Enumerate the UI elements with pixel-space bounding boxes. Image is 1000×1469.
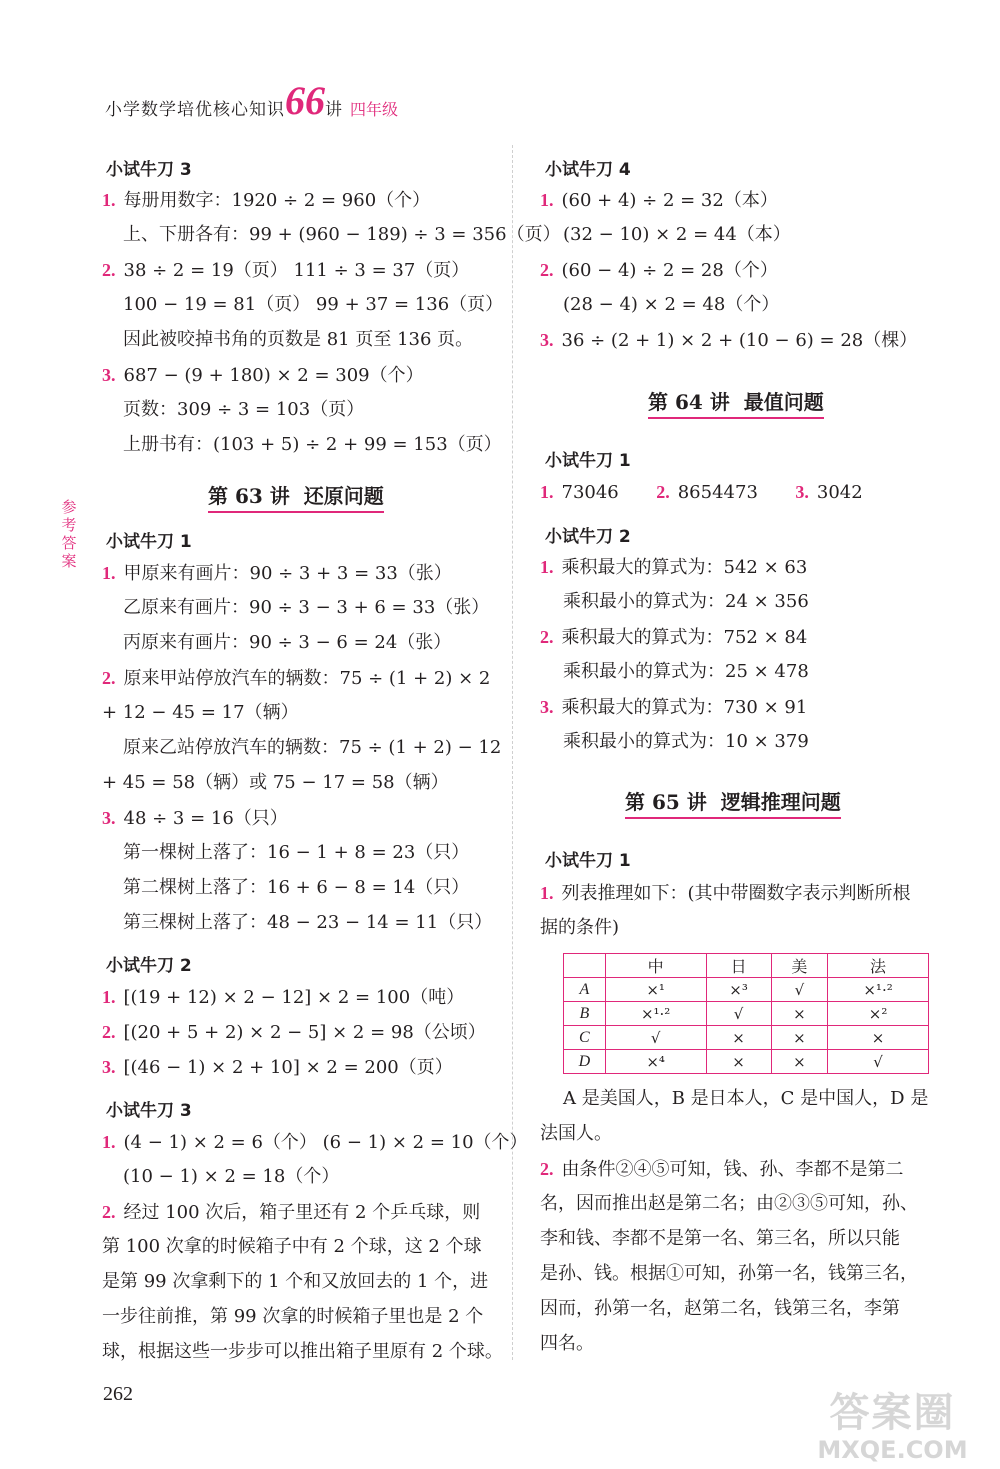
answer-line <box>123 631 451 655</box>
item-number: 2. <box>102 1202 116 1222</box>
item-number: 3. <box>102 365 116 385</box>
answer-text: + 45 = 58（辆）或 75 − 17 = 58（辆） <box>102 772 449 793</box>
answer-line <box>102 1055 453 1080</box>
answer-line <box>102 985 464 1010</box>
answer-line <box>123 596 489 620</box>
table-cell: × <box>706 1050 771 1074</box>
answer-text: (32 − 10) × 2 = 44（本） <box>563 224 791 245</box>
answer-text: 原来甲站停放汽车的辆数：75 ÷ (1 + 2) × 2 <box>123 668 491 689</box>
section-title: 小试牛刀 2 <box>545 527 631 547</box>
row-label: B <box>564 1002 606 1026</box>
answer-line <box>540 1122 612 1146</box>
answer-line <box>102 806 288 831</box>
answer-line <box>102 701 299 725</box>
item-number: 1. <box>540 482 554 502</box>
section-title: 小试牛刀 3 <box>106 160 192 180</box>
item-number: 1. <box>540 557 554 577</box>
answer-text: 据的条件) <box>540 917 620 938</box>
answer-line <box>563 660 809 684</box>
book-header <box>105 78 399 123</box>
table-row <box>564 978 929 1002</box>
item-number: 1. <box>102 1132 116 1152</box>
item-number: 3. <box>102 1057 116 1077</box>
item-number: 3. <box>795 482 809 502</box>
answer-line <box>563 1087 928 1111</box>
section-title: 小试牛刀 4 <box>545 160 631 180</box>
table-cell: × <box>828 1026 929 1050</box>
answer-text: 经过 100 次后，箱子里还有 2 个乒乓球，则 <box>123 1202 481 1223</box>
answer-line <box>123 876 469 900</box>
row-label: C <box>564 1026 606 1050</box>
lecture-number: 第 64 讲 <box>648 390 730 414</box>
answer-line <box>563 223 791 247</box>
lecture-64-heading <box>648 386 824 419</box>
answer-text: 乘积最大的算式为：542 × 63 <box>561 557 808 578</box>
answer-line <box>102 771 449 795</box>
answer-text: 48 ÷ 3 = 16（只） <box>123 808 288 829</box>
lecture-number: 第 63 讲 <box>208 484 290 508</box>
table-cell: ×¹·² <box>605 1002 706 1026</box>
answer-text: 乘积最小的算式为：10 × 379 <box>563 731 809 752</box>
answer-text: 李和钱、李都不是第一名、第三名，所以只能 <box>540 1228 900 1249</box>
answer-line <box>123 736 501 760</box>
answer-text: 由条件②④⑤可知，钱、孙、李都不是第二 <box>561 1159 904 1180</box>
answer-line <box>102 258 469 283</box>
item-number: 1. <box>102 190 116 210</box>
item-number: 2. <box>540 260 554 280</box>
answer-line <box>123 223 561 247</box>
section-title: 小试牛刀 1 <box>545 851 631 871</box>
answer-line <box>123 1165 339 1189</box>
answer-text: 法国人。 <box>540 1123 612 1144</box>
table-cell: ×² <box>828 1002 929 1026</box>
answer-text: 是孙、钱。根据①可知，孙第一名，钱第三名， <box>540 1263 918 1284</box>
answer-line <box>102 666 490 691</box>
answer-value: 73046 <box>561 482 619 503</box>
answer-text: 乘积最小的算式为：25 × 478 <box>563 661 809 682</box>
answer-text: [(46 − 1) × 2 + 10] × 2 = 200（页） <box>123 1057 453 1078</box>
answer-text: 乘积最大的算式为：752 × 84 <box>561 627 808 648</box>
answer-line <box>563 730 809 754</box>
answer-text: 丙原来有画片：90 ÷ 3 − 6 = 24（张） <box>123 632 452 653</box>
section-title: 小试牛刀 1 <box>106 532 192 552</box>
answer-line <box>563 293 779 317</box>
item-number: 2. <box>102 260 116 280</box>
answer-text: + 12 − 45 = 17（辆） <box>102 702 299 723</box>
answer-text: 第 100 次拿的时候箱子中有 2 个球，这 2 个球 <box>102 1236 482 1257</box>
item-number: 2. <box>656 482 670 502</box>
table-header-cell: 美 <box>771 954 828 978</box>
table-header-row <box>564 954 929 978</box>
answer-text: 原来乙站停放汽车的辆数：75 ÷ (1 + 2) − 12 <box>123 737 502 758</box>
table-header-cell: 日 <box>706 954 771 978</box>
answer-text: 乙原来有画片：90 ÷ 3 − 3 + 6 = 33（张） <box>123 597 490 618</box>
answer-line <box>540 1157 904 1182</box>
answer-text: 一步往前推，第 99 次拿的时候箱子里也是 2 个 <box>102 1306 484 1327</box>
answer-value: 3042 <box>816 482 863 503</box>
answer-line <box>540 555 807 580</box>
answer-text: 第二棵树上落了：16 + 6 − 8 = 14（只） <box>123 877 470 898</box>
answer-text: [(19 + 12) × 2 − 12] × 2 = 100（吨） <box>123 987 465 1008</box>
lecture-63-heading <box>208 480 384 513</box>
lecture-number: 第 65 讲 <box>625 790 707 814</box>
item-number: 1. <box>540 190 554 210</box>
page-number: 262 <box>103 1383 133 1405</box>
answer-line <box>123 433 502 457</box>
answer-text: 球，根据这些一步步可以推出箱子里原有 2 个球。 <box>102 1341 503 1362</box>
answer-text: 第一棵树上落了：16 − 1 + 8 = 23（只） <box>123 842 470 863</box>
item-number: 2. <box>540 1159 554 1179</box>
answer-text: 列表推理如下：(其中带圈数字表示判断所根 <box>561 883 911 904</box>
lecture-title: 逻辑推理问题 <box>720 790 841 814</box>
table-cell: ×¹ <box>605 978 706 1002</box>
section-title: 小试牛刀 2 <box>106 956 192 976</box>
table-row <box>564 1050 929 1074</box>
logic-table <box>563 953 929 1074</box>
table-cell: √ <box>706 1002 771 1026</box>
table-cell: × <box>706 1026 771 1050</box>
answer-text: [(20 + 5 + 2) × 2 − 5] × 2 = 98（公顷） <box>123 1022 486 1043</box>
answer-line <box>123 841 469 865</box>
answer-text: 100 − 19 = 81（页） 99 + 37 = 136（页） <box>123 294 504 315</box>
section-title: 小试牛刀 3 <box>106 1101 192 1121</box>
section-title: 小试牛刀 1 <box>545 451 631 471</box>
row-label: A <box>564 978 606 1002</box>
answer-line <box>102 1020 486 1045</box>
answer-text: 名，因而推出赵是第二名；由②③⑤可知，孙、 <box>540 1193 918 1214</box>
answer-line <box>123 328 473 352</box>
answer-text: (28 − 4) × 2 = 48（个） <box>563 294 780 315</box>
answer-text: 四名。 <box>540 1333 594 1354</box>
table-cell: √ <box>605 1026 706 1050</box>
answer-line <box>102 1200 480 1225</box>
table-row <box>564 1026 929 1050</box>
column-divider <box>512 145 513 1360</box>
answer-text: 乘积最小的算式为：24 × 356 <box>563 591 809 612</box>
answer-text: 38 ÷ 2 = 19（页） 111 ÷ 3 = 37（页） <box>123 260 470 281</box>
answer-line <box>540 1297 900 1321</box>
item-number: 1. <box>102 987 116 1007</box>
answer-text: 页数：309 ÷ 3 = 103（页） <box>123 399 365 420</box>
item-number: 3. <box>102 808 116 828</box>
answer-line <box>123 911 492 935</box>
table-cell: × <box>771 1026 828 1050</box>
item-number: 2. <box>102 1022 116 1042</box>
answer-line <box>123 293 503 317</box>
answer-line <box>540 881 911 906</box>
grade-label: 四年级 <box>350 100 399 119</box>
answer-line <box>540 1227 900 1251</box>
answer-text: 因此被咬掉书角的页数是 81 页至 136 页。 <box>123 329 474 350</box>
answer-text: 是第 99 次拿剩下的 1 个和又放回去的 1 个，进 <box>102 1271 489 1292</box>
table-cell: × <box>771 1002 828 1026</box>
answer-line <box>102 1340 503 1364</box>
answer-text: 因而，孙第一名，赵第二名，钱第三名，李第 <box>540 1298 900 1319</box>
item-number: 2. <box>540 627 554 647</box>
answer-text: (4 − 1) × 2 = 6（个） (6 − 1) × 2 = 10（个） <box>123 1132 528 1153</box>
answer-text: A 是美国人，B 是日本人，C 是中国人，D 是 <box>563 1088 929 1109</box>
item-number: 2. <box>102 668 116 688</box>
book-series-title: 小学数学培优核心知识 <box>105 100 285 120</box>
answer-line <box>540 258 778 283</box>
inline-answers <box>540 480 863 505</box>
answer-text: 上册书有：(103 + 5) ÷ 2 + 99 = 153（页） <box>123 434 502 455</box>
table-header-cell <box>564 954 606 978</box>
answer-line <box>540 1332 594 1356</box>
answer-text: 第三棵树上落了：48 − 23 − 14 = 11（只） <box>123 912 493 933</box>
table-cell: ×³ <box>706 978 771 1002</box>
item-number: 3. <box>540 330 554 350</box>
lecture-title: 还原问题 <box>303 484 384 508</box>
answer-value: 8654473 <box>677 482 758 503</box>
answer-line <box>102 1305 483 1329</box>
answer-line <box>540 1262 918 1286</box>
answer-line <box>540 328 917 353</box>
answer-line <box>102 188 430 213</box>
answer-line <box>540 695 807 720</box>
answer-text: (10 − 1) × 2 = 18（个） <box>123 1166 340 1187</box>
table-cell: √ <box>771 978 828 1002</box>
answer-line <box>102 1235 482 1259</box>
row-label: D <box>564 1050 606 1074</box>
lecture-unit: 讲 <box>325 100 342 120</box>
answer-line <box>563 590 809 614</box>
answer-text: 687 − (9 + 180) × 2 = 309（个） <box>123 365 424 386</box>
lecture-count: 66 <box>285 78 325 123</box>
answer-text: (60 − 4) ÷ 2 = 28（个） <box>561 260 778 281</box>
table-header-cell: 中 <box>605 954 706 978</box>
table-header-cell: 法 <box>828 954 929 978</box>
table-cell: √ <box>828 1050 929 1074</box>
answer-line <box>102 363 424 388</box>
answer-text: 上、下册各有：99 + (960 − 189) ÷ 3 = 356（页） <box>123 224 561 245</box>
answer-text: 36 ÷ (2 + 1) × 2 + (10 − 6) = 28（棵） <box>561 330 918 351</box>
lecture-65-heading <box>625 786 841 819</box>
table-cell: ×¹·² <box>828 978 929 1002</box>
answer-line <box>102 1270 488 1294</box>
item-number: 1. <box>102 563 116 583</box>
item-number: 1. <box>540 883 554 903</box>
lecture-title: 最值问题 <box>743 390 824 414</box>
watermark-logo: 答案圈 <box>829 1390 956 1436</box>
answer-line <box>540 188 778 213</box>
table-cell: × <box>771 1050 828 1074</box>
answer-text: 乘积最大的算式为：730 × 91 <box>561 697 808 718</box>
side-label: 参考答案 <box>61 498 77 570</box>
answer-line <box>540 1192 918 1216</box>
table-row <box>564 1002 929 1026</box>
answer-line <box>540 916 619 940</box>
answer-line <box>102 561 452 586</box>
answer-text: 甲原来有画片：90 ÷ 3 + 3 = 33（张） <box>123 563 452 584</box>
item-number: 3. <box>540 697 554 717</box>
watermark-url: MXQE.COM <box>817 1436 968 1464</box>
watermark <box>800 1390 985 1464</box>
table-cell: ×⁴ <box>605 1050 706 1074</box>
answer-line <box>123 398 364 422</box>
answer-text: (60 + 4) ÷ 2 = 32（本） <box>561 190 778 211</box>
answer-line <box>540 625 807 650</box>
answer-text: 每册用数字：1920 ÷ 2 = 960（个） <box>123 190 431 211</box>
answer-line <box>102 1130 528 1155</box>
